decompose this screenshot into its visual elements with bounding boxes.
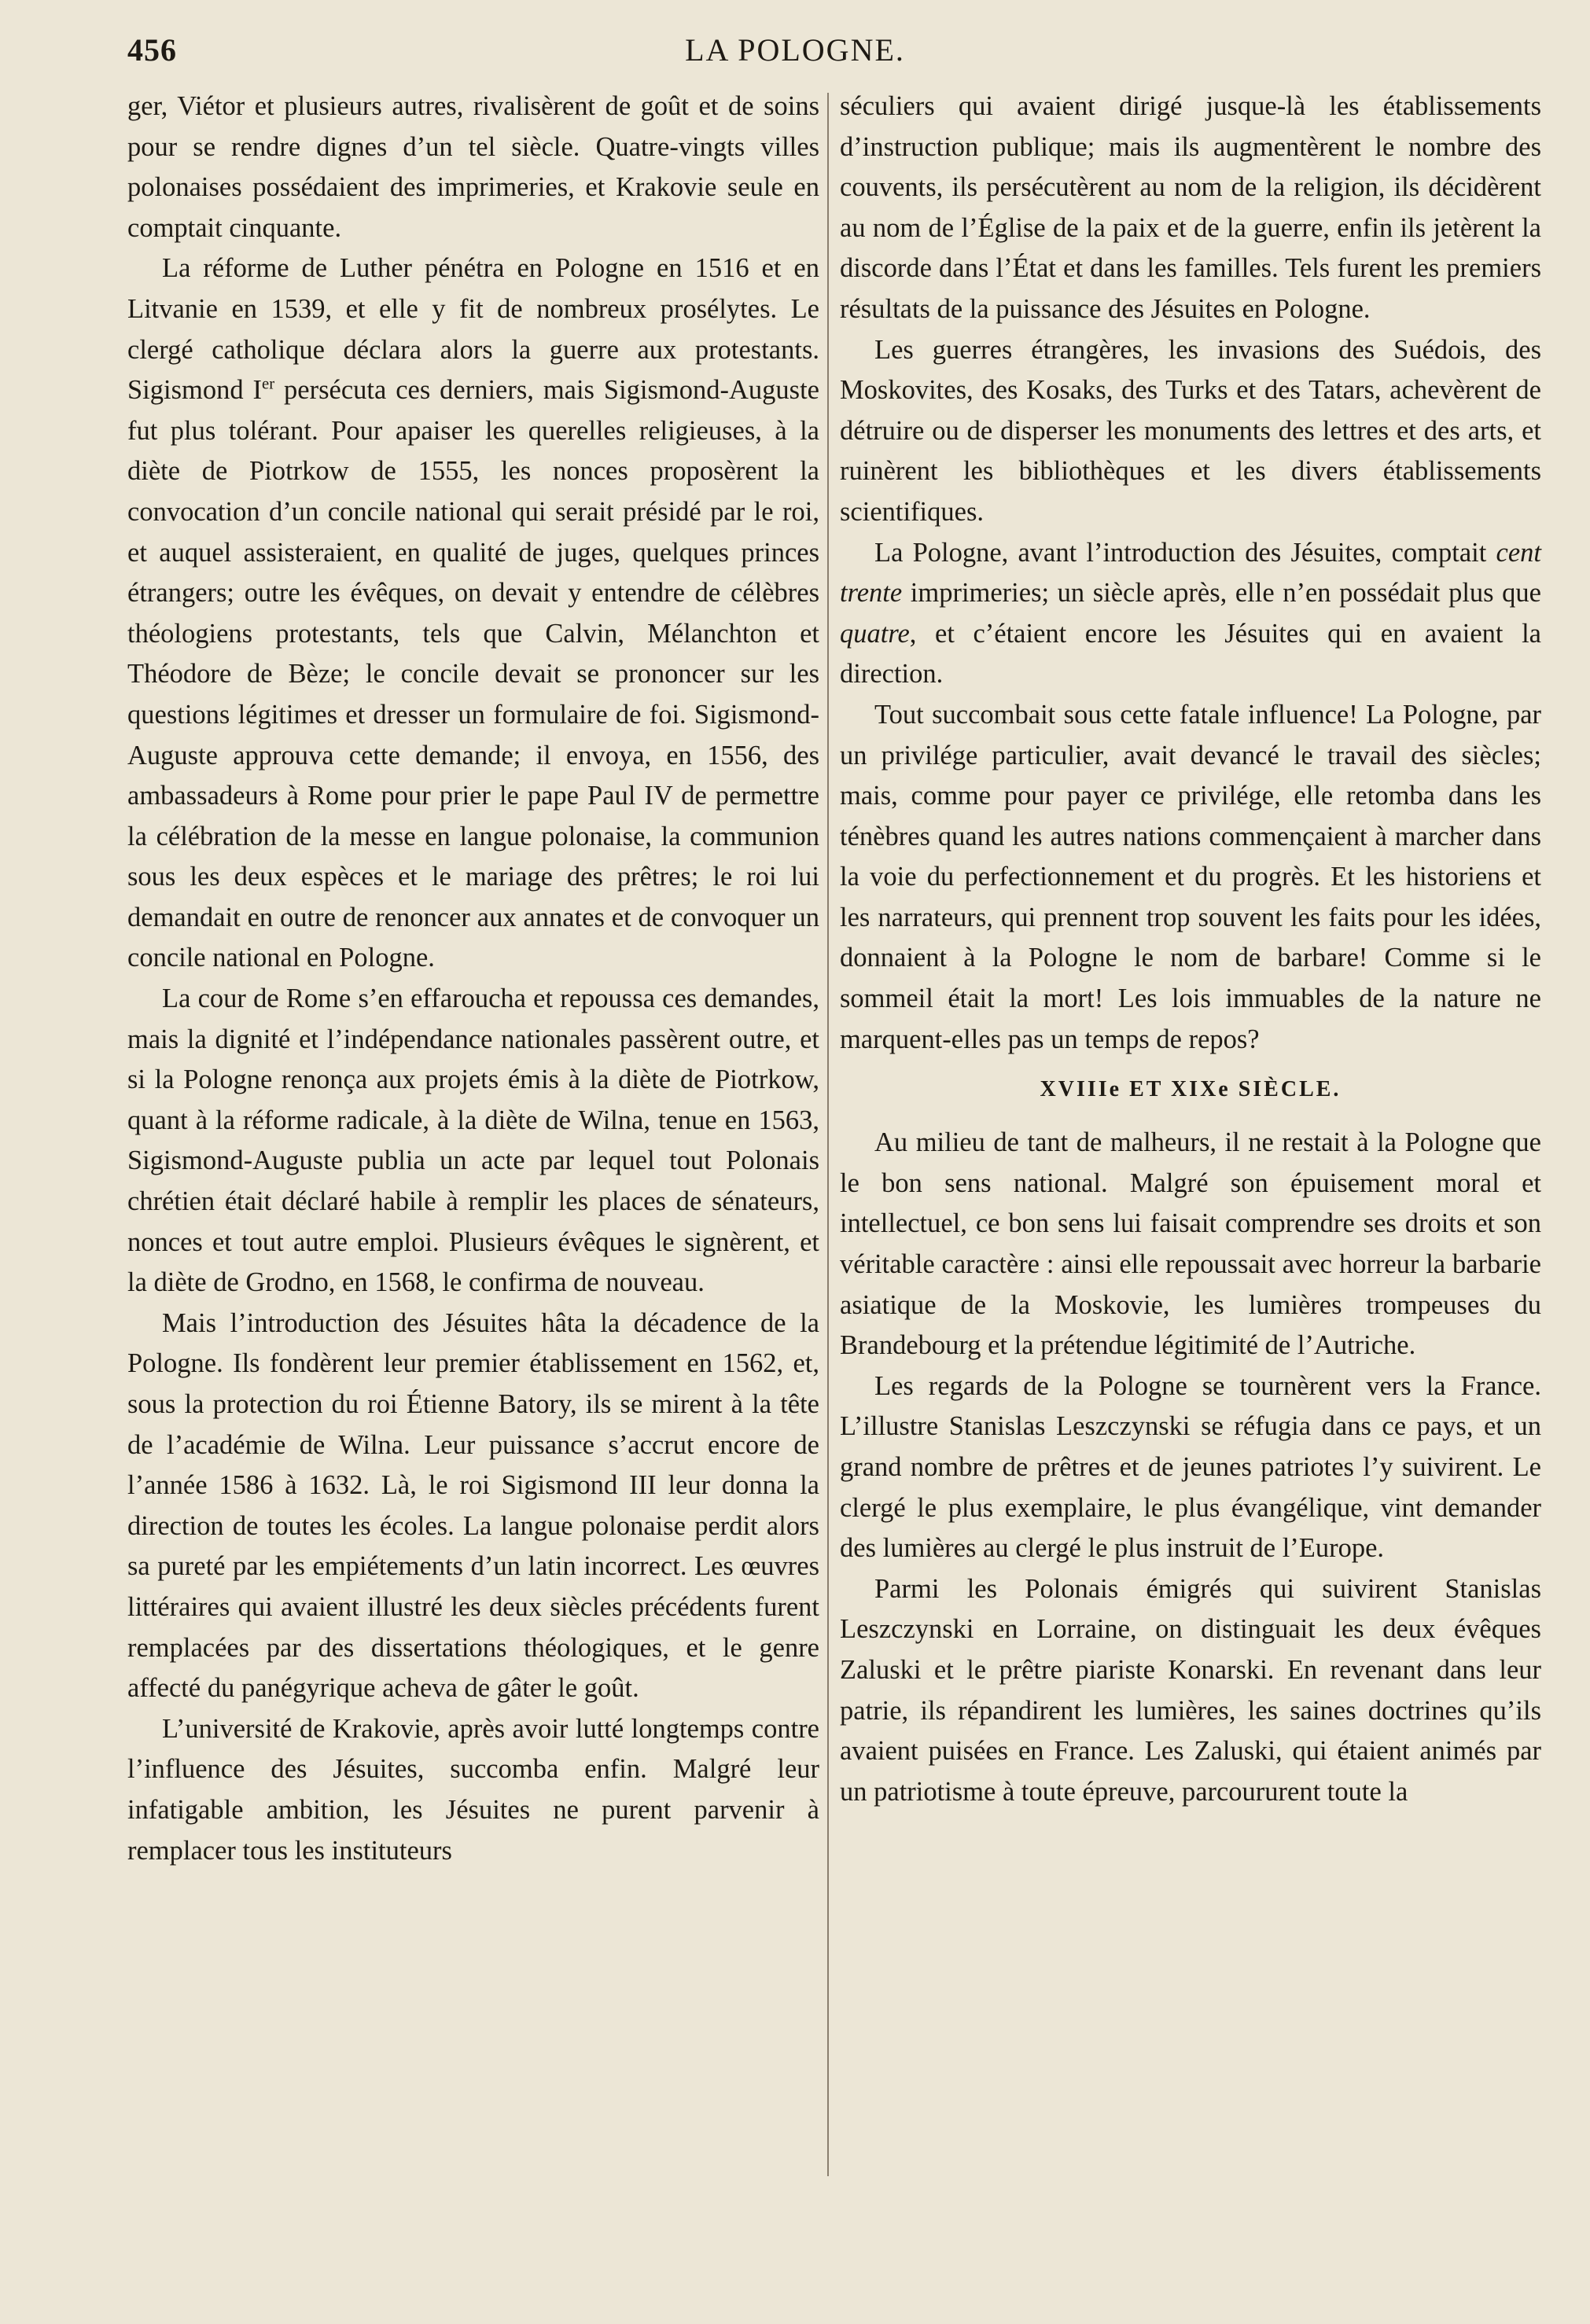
column-divider <box>827 93 829 2176</box>
paragraph-text: persécuta ces derniers, mais Sigismond-Auguste fut plus tolérant. Pour apaiser les querelles religieuses, à la diète de Piotrkow de 1555, les nonces proposèrent la convocation d’un concile national qui serait présidé par le roi, et auquel assisteraient, en qualité de juges, quelques princes étrangers; outre les évêques, on devait y entendre de célèbres théologiens protestants, tels que Calvin, Mélanchton et Théodore de Bèze; le concile devait se prononcer sur les questions légitimes et dresser un formulaire de foi. Sigismond-Auguste approuva cette demande; il envoya, en 1556, des ambassadeurs à Rome pour prier le pape Paul IV de permettre la célébration de la messe en langue polonaise, la communion sous les deux espèces et le mariage des prêtres; le roi lui demandait en outre de renoncer aux annates et de convoquer un concile national en Pologne. <box>127 375 819 973</box>
paragraph: Les guerres étrangères, les invasions des Suédois, des Moskovites, des Kosaks, des Turks et des Tatars, achevèrent de détruire ou de disperser les monuments des lettres et des arts, et ruinèrent les bibliothèques et les divers établissements scientifiques. <box>840 334 1541 527</box>
emphasis: cent trente <box>840 537 1541 609</box>
paragraph <box>840 533 1541 695</box>
paragraph <box>127 248 819 979</box>
paragraph: séculiers qui avaient dirigé jusque-là les établissements d’instruction publique; mais ils augmentèrent le nombre des couvents, ils persécutèrent au nom de la religion, ils décidèrent au nom de l’Église de la paix et de la guerre, enfin ils jetèrent la discorde dans l’État et dans les familles. Tels furent les premiers résultats de la puissance des Jésuites en Pologne. <box>840 91 1541 324</box>
section-heading: XVIIIe ET XIXe SIÈCLE. <box>1040 1077 1342 1102</box>
right-column <box>840 86 1541 1812</box>
paragraph: Parmi les Polonais émigrés qui suivirent Stanislas Leszczynski en Lorraine, on distinguait les deux évêques Zaluski et le prêtre piariste Konarski. En revenant dans leur patrie, ils répandirent les lumières, les saines doctrines qu’ils avaient puisées en France. Les Zaluski, qui étaient animés par un patriotisme à toute épreuve, parcoururent toute la <box>840 1573 1541 1807</box>
paragraph-text: , et c’étaient encore les Jésuites qui en avaient la direction. <box>840 618 1541 689</box>
paragraph-text: La Pologne, avant l’introduction des Jésuites, comptait <box>874 537 1496 568</box>
running-title: LA POLOGNE. <box>685 32 905 68</box>
paragraph-text: imprimeries; un siècle après, elle n’en possédait plus que <box>902 578 1541 609</box>
paragraph-text: La réforme de Luther pénétra en Pologne en 1516 et en Litvanie en 1539, et elle y fit de nombreux prosélytes. Le clergé catholique déclara alors la guerre aux protestants. Sigismond I <box>127 253 819 406</box>
paragraph: Les regards de la Pologne se tournèrent vers la France. L’illustre Stanislas Leszczynski se réfugia dans ce pays, et un grand nombre de prêtres et de jeunes patriotes l’y suivirent. Le clergé le plus exemplaire, le plus évangélique, vint demander des lumières au clergé le plus instruit de l’Europe. <box>840 1370 1541 1564</box>
paragraph: L’université de Krakovie, après avoir lutté longtemps contre l’influence des Jésuites, succomba enfin. Malgré leur infatigable ambition, les Jésuites ne purent parvenir à remplacer tous les instituteurs <box>127 1713 819 1866</box>
paragraph: Au milieu de tant de malheurs, il ne restait à la Pologne que le bon sens national. Malgré son épuisement moral et intellectuel, ce bon sens lui faisait comprendre ses droits et son véritable caractère : ainsi elle repoussait avec horreur la barbarie asiatique de la Moskovie, les lumières trompeuses du Brandebourg et la prétendue légitimité de l’Autriche. <box>840 1127 1541 1361</box>
paragraph: ger, Viétor et plusieurs autres, rivalisèrent de goût et de soins pour se rendre dignes d’un tel siècle. Quatre-vingts villes polonaises possédaient des imprimeries, et Krakovie seule en comptait cinquante. <box>127 91 819 243</box>
paragraph: Tout succombait sous cette fatale influence! La Pologne, par un privilége particulier, avait devancé le travail des siècles; mais, comme pour payer ce privilége, elle retomba dans les ténèbres quand les autres nations commençaient à marcher dans la voie du perfectionnement et du progrès. Et les historiens et les narrateurs, qui prennent trop souvent les faits pour les idées, donnaient à la Pologne le nom de barbare! Comme si le sommeil était la mort! Les lois immuables de la nature ne marquent-elles pas un temps de repos? <box>840 699 1541 1054</box>
paragraph: Mais l’introduction des Jésuites hâta la décadence de la Pologne. Ils fondèrent leur premier établissement en 1562, et, sous la protection du roi Étienne Batory, ils se mirent à la tête de l’académie de Wilna. Leur puissance s’accrut encore de l’année 1586 à 1632. Là, le roi Sigismond III leur donna la direction de toutes les écoles. La langue polonaise perdit alors sa pureté par les empiétements d’un latin incorrect. Les œuvres littéraires qui avaient illustré les deux siècles précédents furent remplacées par des dissertations théologiques, et le genre affecté du panégyrique acheva de gâter le goût. <box>127 1307 819 1704</box>
paragraph: La cour de Rome s’en effaroucha et repoussa ces demandes, mais la dignité et l’indépendance nationales passèrent outre, et si la Pologne renonça aux projets émis à la diète de Piotrkow, quant à la réforme radicale, à la diète de Wilna, tenue en 1563, Sigismond-Auguste publia un acte par lequel tout Polonais chrétien était déclaré habile à remplir les places de sénateurs, nonces et tout autre emploi. Plusieurs évêques le signèrent, et la diète de Grodno, en 1568, le confirma de nouveau. <box>127 984 819 1298</box>
superscript: er <box>262 375 275 393</box>
emphasis: quatre <box>840 618 910 649</box>
page-number: 456 <box>127 32 177 68</box>
left-column <box>127 86 819 1871</box>
